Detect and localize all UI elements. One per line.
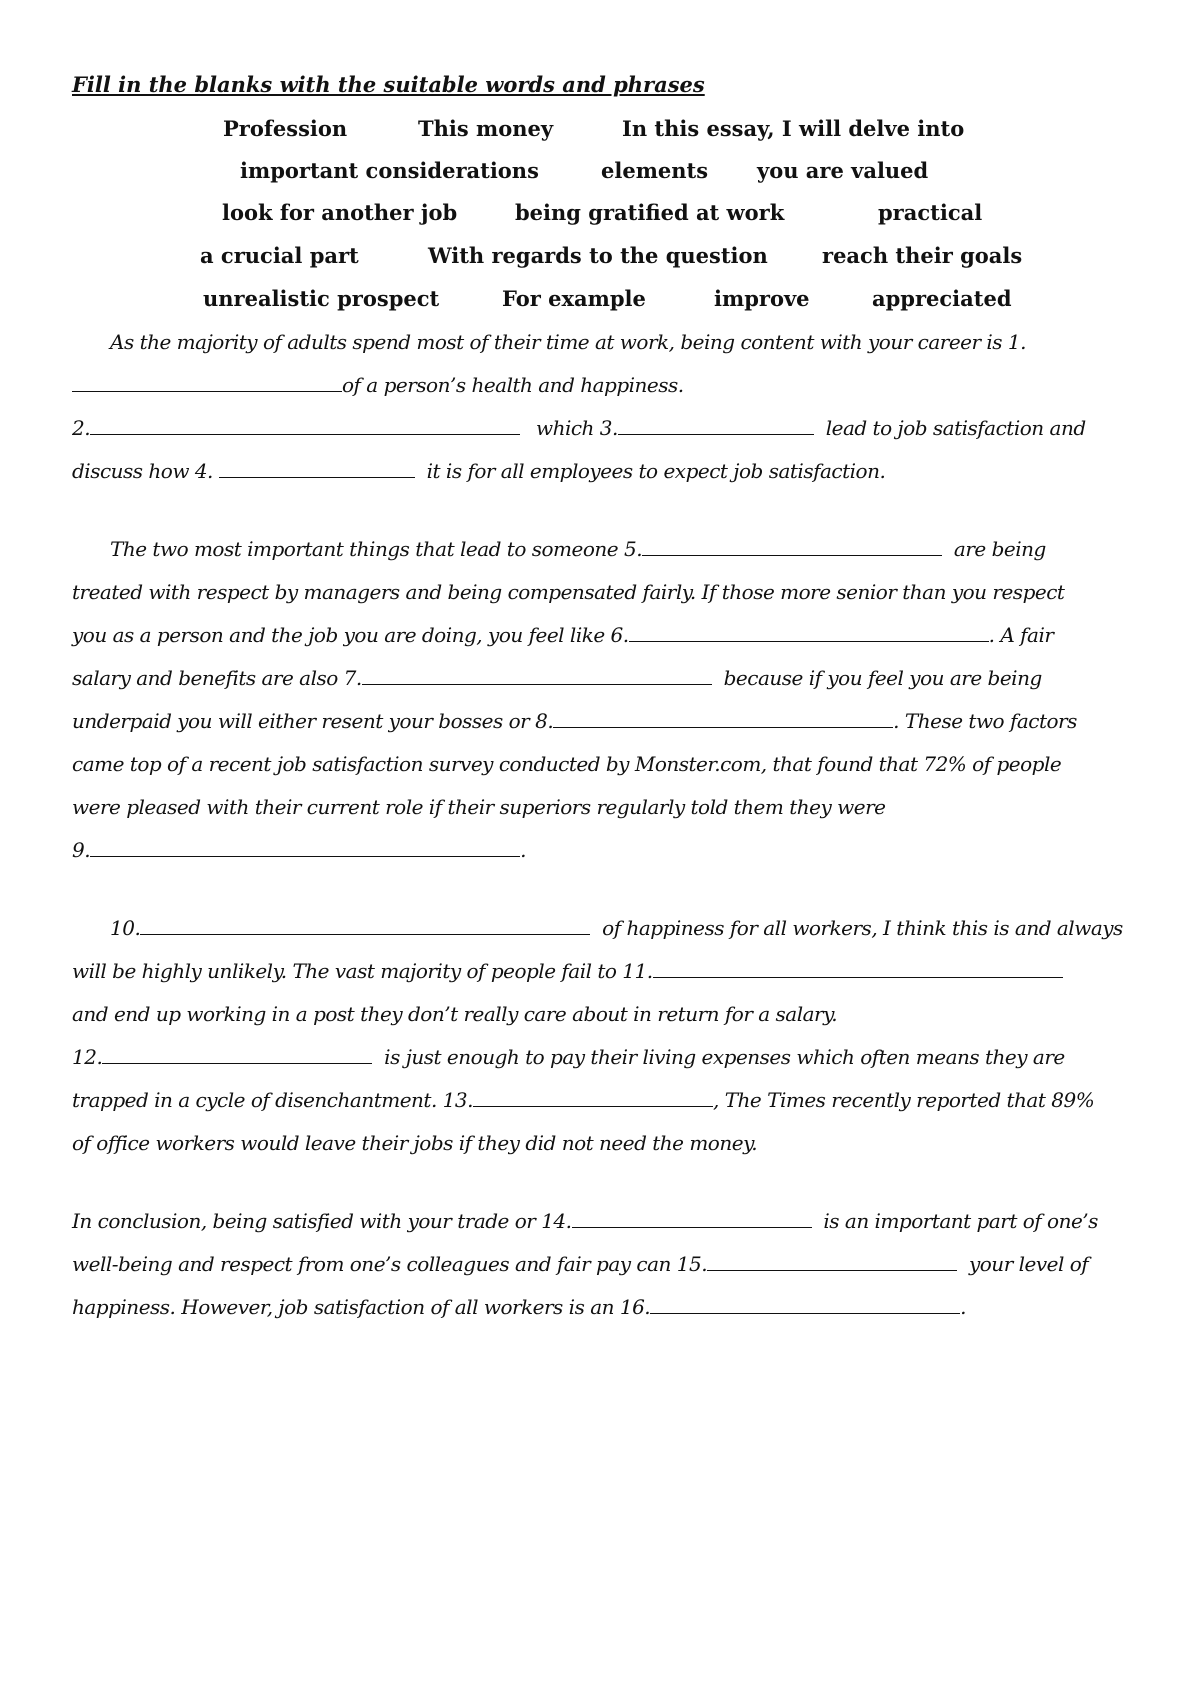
word-bank-item: you are valued xyxy=(757,158,929,183)
blank-11[interactable] xyxy=(653,959,1063,978)
paragraph-1-line: 2. which 3. lead to job satisfaction and xyxy=(72,416,1086,440)
word-bank-row xyxy=(0,286,1200,316)
word-bank-row xyxy=(0,200,1200,230)
word-bank-item: For example xyxy=(502,286,646,311)
word-bank-item: unrealistic prospect xyxy=(203,286,440,311)
blank-7[interactable] xyxy=(362,666,712,685)
blank-14[interactable] xyxy=(572,1209,812,1228)
word-bank-item: In this essay, I will delve into xyxy=(622,116,965,141)
paragraph-3-line: 12. is just enough to pay their living expenses which often means they are xyxy=(72,1045,1065,1069)
blank-4[interactable] xyxy=(219,459,415,478)
paragraph-2-line: were pleased with their current role if their superiors regularly told them they were xyxy=(72,795,886,819)
word-bank-item: With regards to the question xyxy=(428,243,768,268)
blank-3[interactable] xyxy=(618,416,814,435)
paragraph-2-line: you as a person and the job you are doing, you feel like 6. . A fair xyxy=(72,623,1054,647)
word-bank-item: appreciated xyxy=(872,286,1012,311)
paragraph-3-line: of office workers would leave their jobs if they did not need the money. xyxy=(72,1131,758,1155)
word-bank-item: important considerations xyxy=(240,158,539,183)
blank-12[interactable] xyxy=(102,1045,372,1064)
word-bank-item: look for another job xyxy=(222,200,458,225)
blank-5[interactable] xyxy=(642,537,942,556)
paragraph-2-line: treated with respect by managers and being compensated fairly. If those more senior than you respect xyxy=(72,580,1065,604)
paragraph-2-line: underpaid you will either resent your bosses or 8. . These two factors xyxy=(72,709,1077,733)
blank-6[interactable] xyxy=(629,623,989,642)
paragraph-3-line: 10. of happiness for all workers, I think this is and always xyxy=(110,916,1123,940)
paragraph-2-line: came top of a recent job satisfaction survey conducted by Monster.com, that found that 72% of people xyxy=(72,752,1062,776)
word-bank-row xyxy=(0,158,1200,188)
paragraph-2-line: salary and benefits are also 7. because if you feel you are being xyxy=(72,666,1042,690)
paragraph-4-line: happiness. However, job satisfaction of all workers is an 16. . xyxy=(72,1295,967,1319)
word-bank-item: reach their goals xyxy=(822,243,1023,268)
word-bank-item: being gratified at work xyxy=(515,200,785,225)
paragraph-4-line: well-being and respect from one’s colleagues and fair pay can 15. your level of xyxy=(72,1252,1089,1276)
word-bank-row xyxy=(0,243,1200,273)
blank-13[interactable] xyxy=(473,1088,713,1107)
word-bank-item: practical xyxy=(878,200,983,225)
blank-9[interactable] xyxy=(90,838,520,857)
blank-10[interactable] xyxy=(140,916,590,935)
word-bank-item: This money xyxy=(418,116,554,141)
paragraph-1-line: of a person’s health and happiness. xyxy=(72,373,684,397)
word-bank-item: a crucial part xyxy=(200,243,359,268)
word-bank-item: improve xyxy=(714,286,810,311)
word-bank-item: Profession xyxy=(223,116,348,141)
blank-16[interactable] xyxy=(650,1295,960,1314)
word-bank-row xyxy=(0,116,1200,146)
blank-8[interactable] xyxy=(553,709,893,728)
word-bank-item: elements xyxy=(601,158,709,183)
paragraph-3-line: trapped in a cycle of disenchantment. 13. , The Times recently reported that 89% xyxy=(72,1088,1095,1112)
worksheet-title: Fill in the blanks with the suitable words and phrases xyxy=(72,72,705,97)
paragraph-1-line: discuss how 4. it is for all employees to expect job satisfaction. xyxy=(72,459,886,483)
paragraph-1-line: As the majority of adults spend most of their time at work, being content with your career is 1. xyxy=(110,330,1027,354)
paragraph-2-line: The two most important things that lead to someone 5. are being xyxy=(110,537,1046,561)
blank-1[interactable] xyxy=(72,373,342,392)
paragraph-2-line: 9. . xyxy=(72,838,526,862)
blank-2[interactable] xyxy=(90,416,520,435)
paragraph-3-line: will be highly unlikely. The vast majority of people fail to 11. xyxy=(72,959,1063,983)
blank-15[interactable] xyxy=(707,1252,957,1271)
paragraph-4-line: In conclusion, being satisfied with your trade or 14. is an important part of one’s xyxy=(72,1209,1098,1233)
paragraph-3-line: and end up working in a post they don’t really care about in return for a salary. xyxy=(72,1002,838,1026)
